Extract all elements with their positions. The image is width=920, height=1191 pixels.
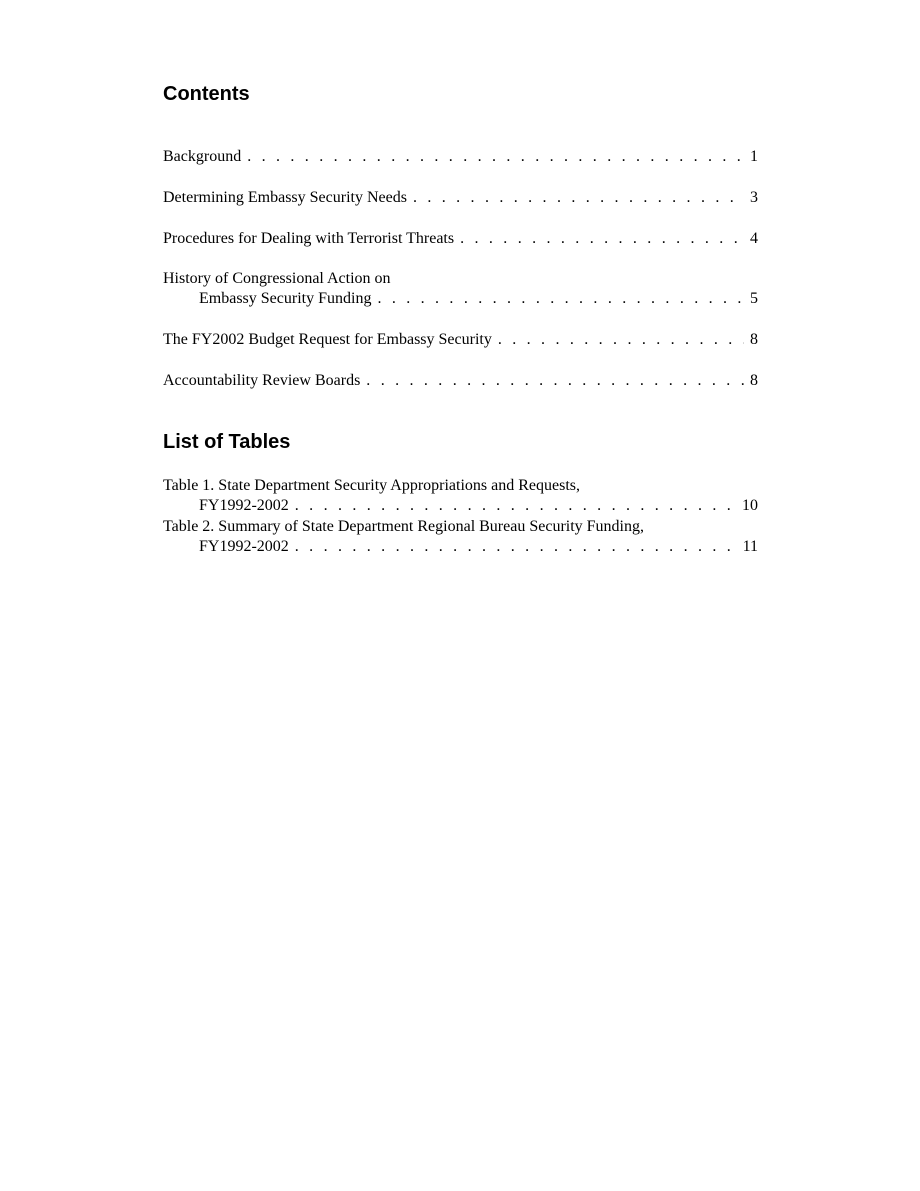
toc-entry-title: Background: [163, 148, 242, 165]
toc-entry-terrorist-threats[interactable]: [163, 229, 758, 249]
toc-entry-page: 4: [750, 230, 758, 247]
toc-entry-background[interactable]: [163, 147, 758, 167]
toc-entry-fy2002-budget[interactable]: [163, 330, 758, 350]
toc-entry-review-boards[interactable]: [163, 371, 758, 391]
toc-entry-title: Accountability Review Boards: [163, 372, 361, 389]
dot-leader: [460, 229, 744, 249]
toc-entry-title-continued: Embassy Security Funding: [199, 290, 372, 307]
toc-entry-title: Procedures for Dealing with Terrorist Threats: [163, 230, 455, 247]
toc-entry-page: 8: [750, 331, 758, 348]
contents-heading: Contents: [163, 83, 250, 105]
dot-leader: [377, 289, 744, 309]
table-entry-title: Table 1. State Department Security Appropriations and Requests,: [163, 477, 581, 494]
toc-entry-title: The FY2002 Budget Request for Embassy Security: [163, 331, 492, 348]
toc-entry-congressional-history[interactable]: [163, 269, 758, 309]
table-entry-title-continued: FY1992-2002: [199, 497, 289, 514]
dot-leader: [413, 188, 744, 208]
toc-entry-page: 8: [750, 372, 758, 389]
table-entry-title-continued: FY1992-2002: [199, 538, 289, 555]
table-entry-1[interactable]: [163, 476, 758, 516]
table-entry-title: Table 2. Summary of State Department Regional Bureau Security Funding,: [163, 518, 644, 535]
dot-leader: [247, 147, 744, 167]
dot-leader: [498, 330, 744, 350]
dot-leader: [295, 537, 737, 557]
toc-entry-title: History of Congressional Action on: [163, 270, 391, 287]
table-entry-page: 10: [742, 497, 758, 514]
list-of-tables-heading: List of Tables: [163, 431, 291, 453]
table-entry-page: 11: [742, 538, 758, 555]
toc-entry-page: 1: [750, 148, 758, 165]
toc-entry-title: Determining Embassy Security Needs: [163, 189, 407, 206]
toc-entry-page: 5: [750, 290, 758, 307]
dot-leader: [366, 371, 744, 391]
toc-entry-determining-needs[interactable]: [163, 188, 758, 208]
table-entry-2[interactable]: [163, 517, 758, 557]
dot-leader: [295, 496, 736, 516]
toc-entry-page: 3: [750, 189, 758, 206]
